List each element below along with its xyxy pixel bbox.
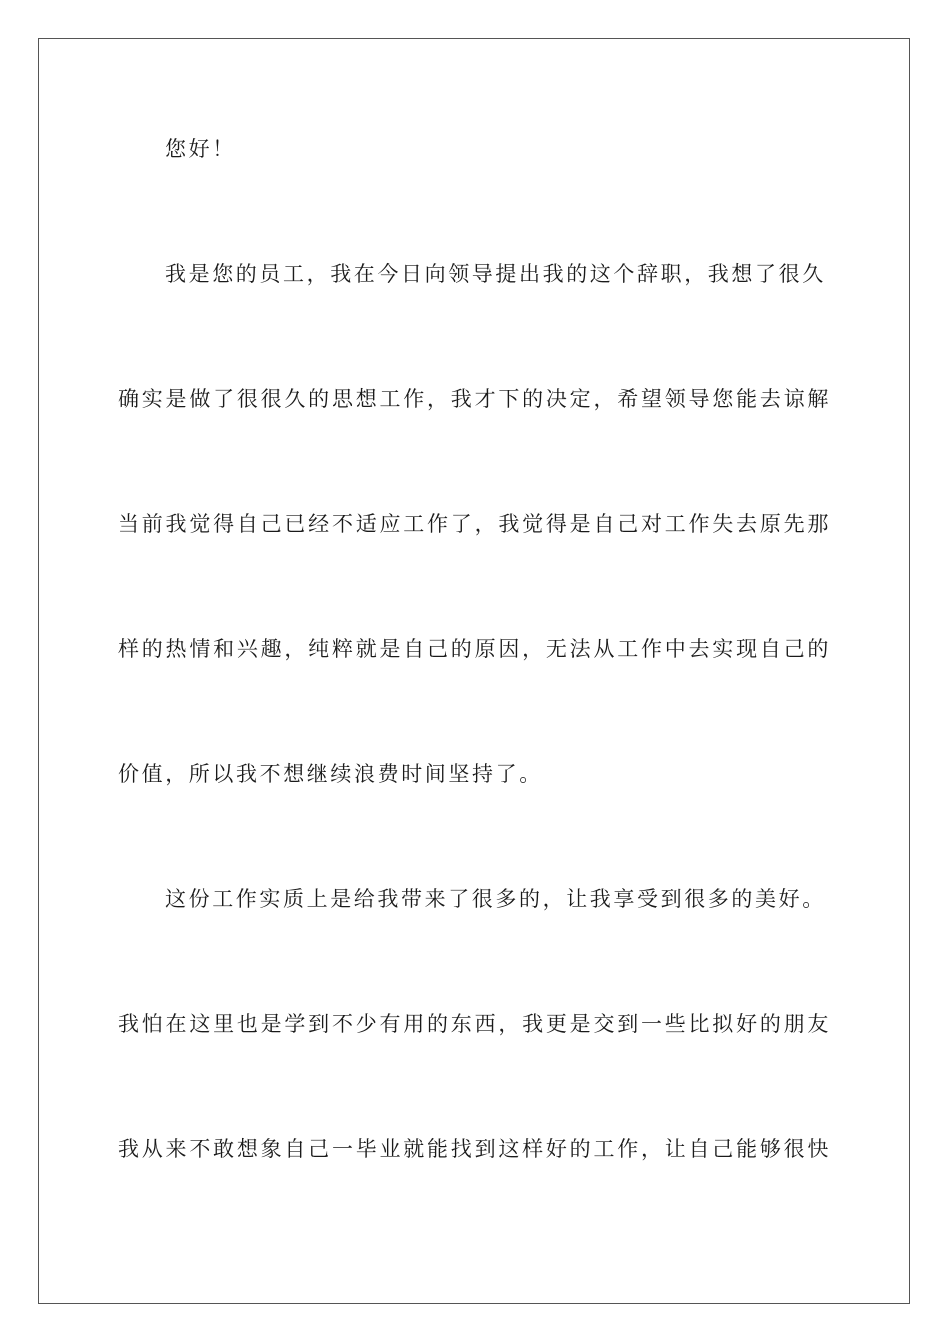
paragraph-2-line-1: 这份工作实质上是给我带来了很多的，让我享受到很多的美好。 [165, 887, 826, 911]
paragraph-1-line-2: 确实是做了很很久的思想工作，我才下的决定，希望领导您能去谅解 [118, 387, 831, 411]
paragraph-1-line-4: 样的热情和兴趣，纯粹就是自己的原因，无法从工作中去实现自己的 [118, 637, 831, 661]
page-frame [38, 38, 910, 1304]
paragraph-2-line-3: 我从来不敢想象自己一毕业就能找到这样好的工作，让自己能够很快 [118, 1137, 831, 1161]
paragraph-1-line-5: 价值，所以我不想继续浪费时间坚持了。 [118, 762, 543, 786]
paragraph-1-line-3: 当前我觉得自己已经不适应工作了，我觉得是自己对工作失去原先那 [118, 512, 831, 536]
greeting-line: 您好！ [165, 137, 236, 161]
paragraph-2-line-2: 我怕在这里也是学到不少有用的东西，我更是交到一些比拟好的朋友 [118, 1012, 831, 1036]
paragraph-1-line-1: 我是您的员工，我在今日向领导提出我的这个辞职，我想了很久 [165, 262, 826, 286]
